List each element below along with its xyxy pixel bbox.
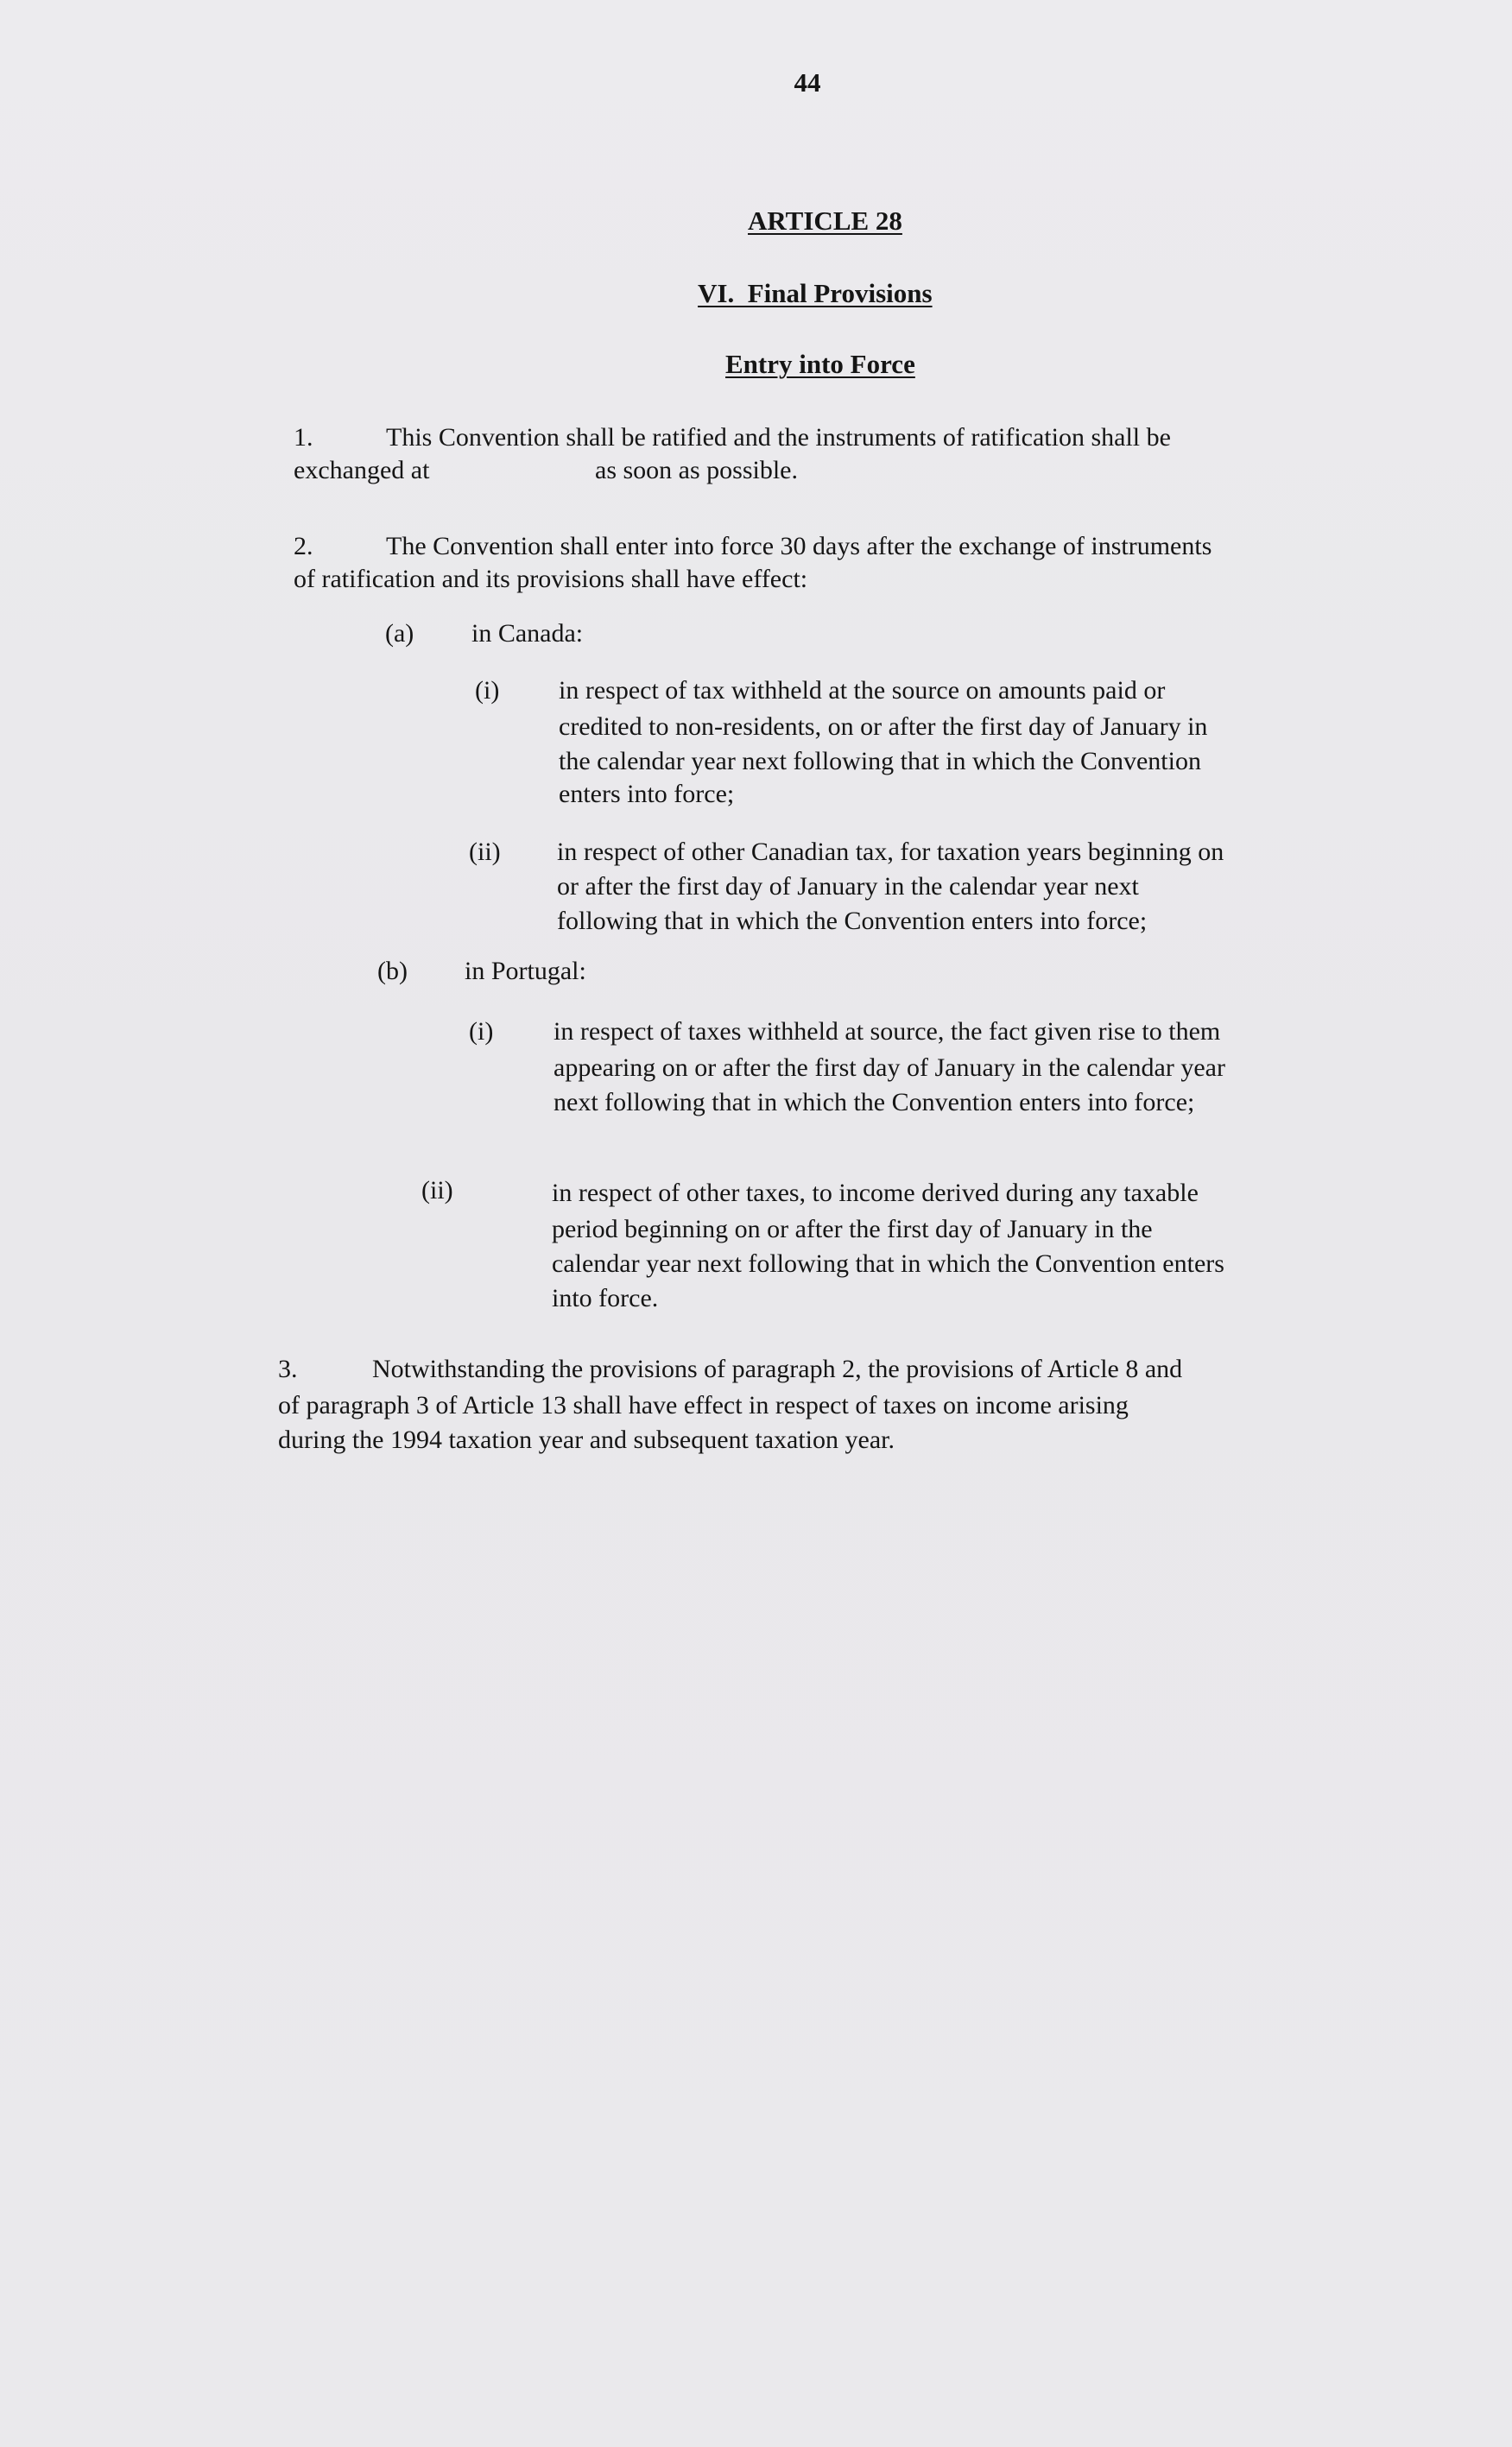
para3-number: 3. <box>278 1355 298 1383</box>
para2-line: of ratification and its provisions shall have effect: <box>294 565 808 593</box>
para2-b-text: in Portugal: <box>465 957 586 985</box>
para1-number: 1. <box>294 423 313 452</box>
article-heading: ARTICLE 28 <box>748 205 902 236</box>
para2-b-i-line: next following that in which the Convention enters into force; <box>554 1088 1195 1116</box>
para2-a-i-label: (i) <box>475 676 500 705</box>
para2-a-label: (a) <box>385 619 414 648</box>
para2-b-ii-line: calendar year next following that in which the Convention enters <box>552 1249 1224 1278</box>
para2-a-i-line: enters into force; <box>559 780 735 808</box>
para2-line: The Convention shall enter into force 30 days after the exchange of instruments <box>386 532 1212 560</box>
para2-a-i-line: in respect of tax withheld at the source on amounts paid or <box>559 676 1166 705</box>
para2-b-ii-label: (ii) <box>421 1176 453 1205</box>
para2-a-ii-label: (ii) <box>469 838 501 866</box>
part-heading: VI. Final Provisions <box>698 278 933 308</box>
para2-a-i-line: credited to non-residents, on or after the first day of January in <box>559 712 1208 741</box>
para2-a-text: in Canada: <box>471 619 584 648</box>
para3-line: during the 1994 taxation year and subsequent taxation year. <box>278 1426 895 1454</box>
para1-line: exchanged at <box>294 456 430 484</box>
para1-line: This Convention shall be ratified and the instruments of ratification shall be <box>386 423 1171 452</box>
para2-a-i-line: the calendar year next following that in which the Convention <box>559 747 1201 775</box>
para2-b-ii-line: into force. <box>552 1284 659 1312</box>
para2-b-ii-line: period beginning on or after the first day of January in the <box>552 1215 1153 1243</box>
para3-line: of paragraph 3 of Article 13 shall have effect in respect of taxes on income arising <box>278 1391 1129 1420</box>
para2-a-ii-line: in respect of other Canadian tax, for taxation years beginning on <box>557 838 1224 866</box>
page-number: 44 <box>794 67 821 98</box>
para2-b-label: (b) <box>377 957 408 985</box>
para2-b-i-label: (i) <box>469 1017 494 1046</box>
para2-a-ii-line: or after the first day of January in the calendar year next <box>557 872 1139 901</box>
para3-line: Notwithstanding the provisions of paragraph 2, the provisions of Article 8 and <box>372 1355 1183 1383</box>
para2-a-ii-line: following that in which the Convention enters into force; <box>557 907 1148 935</box>
para2-b-ii-line: in respect of other taxes, to income derived during any taxable <box>552 1179 1199 1207</box>
para2-b-i-line: appearing on or after the first day of January in the calendar year <box>554 1053 1225 1082</box>
section-heading: Entry into Force <box>725 349 915 379</box>
para2-b-i-line: in respect of taxes withheld at source, the fact given rise to them <box>554 1017 1221 1046</box>
para2-number: 2. <box>294 532 313 560</box>
para1-line: as soon as possible. <box>595 456 798 484</box>
